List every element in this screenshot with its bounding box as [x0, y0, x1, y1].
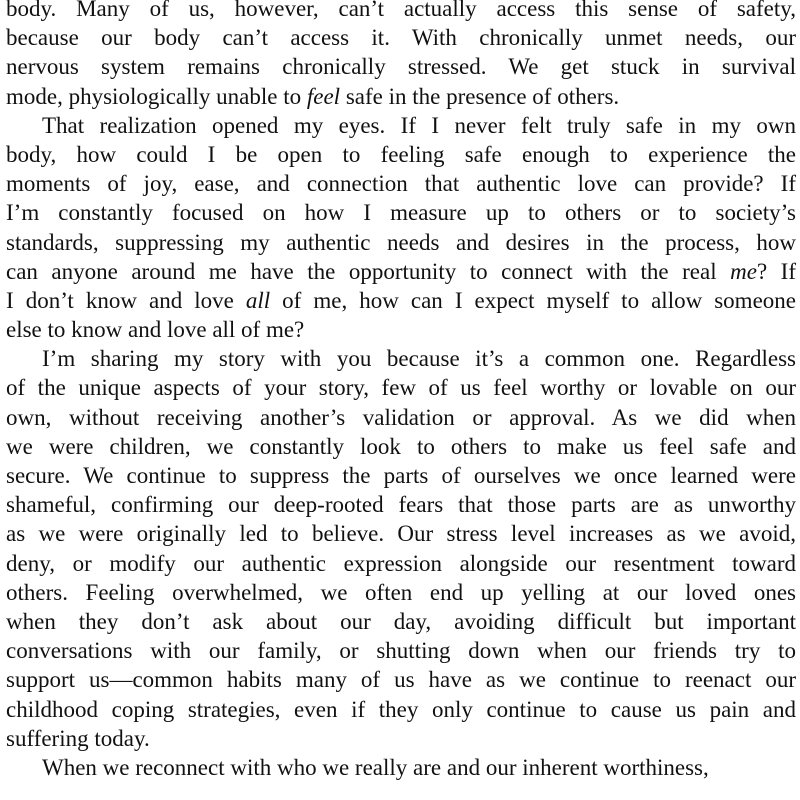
text-run: I’m sharing my story with you because it’s a common one. Regardless — [42, 346, 796, 372]
text-line — [6, 724, 796, 753]
text-run: when they don’t ask about our day, avoiding difficult but important — [6, 608, 796, 634]
text-line — [6, 753, 796, 782]
italic-text-run: me — [730, 258, 757, 284]
text-run: When we reconnect with who we really are and our inherent worthiness, — [42, 754, 709, 780]
text-line — [6, 257, 796, 286]
text-run: suffering today. — [6, 725, 150, 751]
text-line — [6, 82, 796, 111]
paragraph — [6, 344, 796, 753]
text-line — [6, 169, 796, 198]
text-run: others. Feeling overwhelmed, we often end up yelling at our loved ones — [6, 579, 796, 605]
text-line — [6, 344, 796, 373]
text-line — [6, 403, 796, 432]
text-line — [6, 140, 796, 169]
text-run: secure. We continue to suppress the parts of ourselves we once learned were — [6, 463, 796, 488]
text-line — [6, 198, 796, 227]
text-run: support us—common habits many of us have as we continue to reenact our — [6, 667, 796, 693]
text-run: deny, or modify our authentic expression alongside our resentment toward — [6, 550, 796, 576]
text-run: ? If — [756, 258, 796, 284]
text-run: safe in the presence of others. — [340, 83, 620, 109]
text-run: I don’t know and love — [6, 287, 246, 313]
text-run: we were children, we constantly look to others to make us feel safe and — [6, 433, 796, 459]
italic-text-run: all — [245, 287, 271, 313]
text-run: shameful, confirming our deep-rooted fears that those parts are as unworthy — [6, 492, 796, 518]
text-run: body. Many of us, however, can’t actually access this sense of safety, — [6, 0, 796, 21]
text-run: can anyone around me have the opportunity to connect with the real — [6, 258, 731, 284]
text-line — [6, 578, 796, 607]
text-run: own, without receiving another’s validation or approval. As we did when — [6, 404, 796, 430]
text-run: of the unique aspects of your story, few of us feel worthy or lovable on our — [6, 375, 796, 401]
text-line — [6, 286, 796, 315]
italic-text-run: feel — [306, 83, 341, 109]
text-line — [6, 228, 796, 257]
text-run: else to know and love all of me? — [6, 317, 305, 343]
text-line — [6, 52, 796, 81]
text-line — [6, 636, 796, 665]
paragraph — [6, 753, 796, 782]
text-run: standards, suppressing my authentic needs and desires in the process, how — [6, 229, 796, 255]
text-run: body, how could I be open to feeling safe enough to experience the — [6, 141, 796, 167]
text-run: because our body can’t access it. With chronically unmet needs, our — [6, 25, 796, 51]
text-line — [6, 549, 796, 578]
text-line — [6, 23, 796, 52]
text-line — [6, 373, 796, 402]
text-run: as we were originally led to believe. Our stress level increases as we avoid, — [6, 521, 796, 547]
text-line — [6, 665, 796, 694]
text-run: childhood coping strategies, even if they only continue to cause us pain and — [6, 696, 796, 722]
text-line — [6, 519, 796, 548]
text-run: That realization opened my eyes. If I never felt truly safe in my own — [42, 112, 796, 138]
text-line — [6, 0, 796, 23]
text-line — [6, 490, 796, 519]
text-line — [6, 461, 796, 490]
text-run: conversations with our family, or shutting down when our friends try to — [6, 638, 796, 664]
text-line — [6, 607, 796, 636]
page-body-text — [6, 0, 796, 782]
text-line — [6, 315, 796, 344]
text-run: of me, how can I expect myself to allow someone — [270, 287, 796, 313]
text-run: mode, physiologically unable to — [6, 83, 307, 109]
text-run: nervous system remains chronically stressed. We get stuck in survival — [6, 54, 796, 80]
paragraph — [6, 0, 796, 111]
text-line — [6, 432, 796, 461]
paragraph — [6, 111, 796, 345]
text-line — [6, 111, 796, 140]
text-run: moments of joy, ease, and connection that authentic love can provide? If — [6, 171, 796, 197]
text-line — [6, 695, 796, 724]
text-run: I’m constantly focused on how I measure up to others or to society’s — [6, 200, 796, 226]
